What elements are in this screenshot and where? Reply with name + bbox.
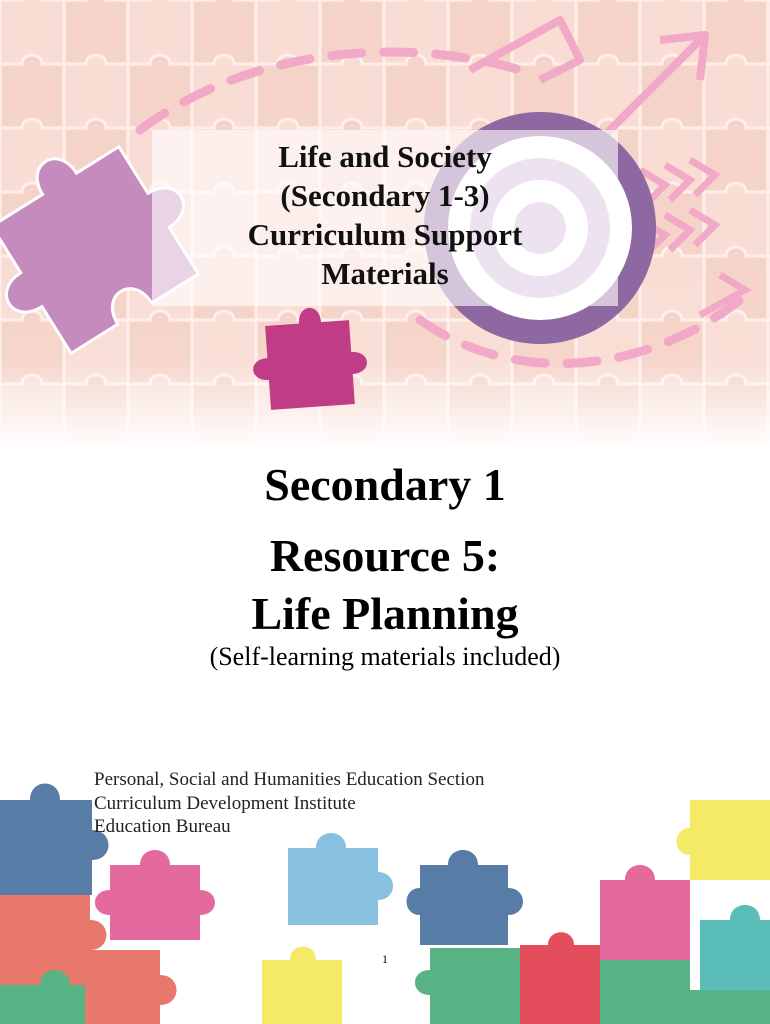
publisher-institute: Curriculum Development Institute [94, 793, 356, 814]
series-title-line-4: Materials [321, 256, 449, 291]
page-number: 1 [382, 952, 388, 966]
level-heading: Secondary 1 [264, 459, 506, 510]
background-puzzle-tile [704, 119, 770, 192]
background-puzzle-tile [320, 55, 393, 128]
resource-number: Resource 5: [269, 530, 501, 581]
background-puzzle-tile [384, 55, 457, 128]
background-puzzle-tile [0, 55, 73, 128]
background-puzzle-tile [704, 183, 770, 256]
background-puzzle-tile [576, 55, 649, 128]
resource-note: (Self-learning materials included) [209, 642, 561, 671]
resource-name: Life Planning [251, 588, 519, 639]
publisher-section: Personal, Social and Humanities Education Section [94, 769, 485, 790]
background-puzzle-tile [64, 55, 137, 128]
series-title-line-1: Life and Society [278, 139, 492, 174]
series-title-line-2: (Secondary 1-3) [280, 178, 490, 213]
background-puzzle-tile [704, 55, 770, 128]
publisher-bureau: Education Bureau [94, 816, 231, 837]
series-title-line-3: Curriculum Support [247, 217, 523, 252]
background-puzzle-tile [640, 119, 713, 192]
